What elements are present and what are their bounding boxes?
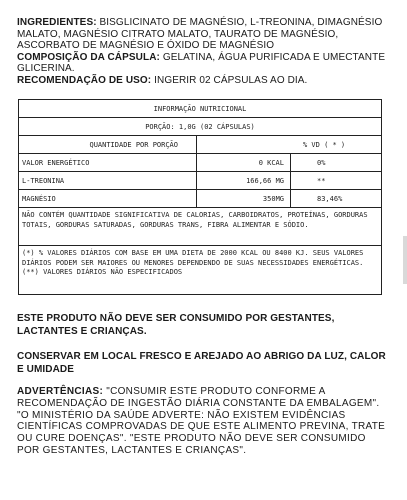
warnings-paragraph <box>17 386 389 457</box>
usage-label: RECOMENDAÇÃO DE USO: <box>17 74 152 86</box>
capsule-text: GELATINA, ÁGUA PURIFICADA E UMECTANTE GLICERINA. <box>17 51 386 75</box>
capsule-paragraph <box>17 52 389 75</box>
nutrition-serving: PORÇÃO: 1,0G (02 CÁPSULAS) <box>19 118 381 136</box>
footnote-not-specified: (**) VALORES DIÁRIOS NÃO ESPECIFICADOS <box>22 268 183 276</box>
notice-storage: CONSERVAR EM LOCAL FRESCO E AREJADO AO ABRIGO DA LUZ, CALOR E UMIDADE <box>17 351 386 376</box>
table-footnotes <box>19 246 381 294</box>
warnings-label: ADVERTÊNCIAS: <box>17 386 104 397</box>
nutrient-amount: 166,66 MG <box>197 172 291 189</box>
nutrient-name: MAGNÉSIO <box>19 190 197 207</box>
page-edge-shadow <box>403 236 407 284</box>
capsule-label: COMPOSIÇÃO DA CÁPSULA: <box>17 51 160 63</box>
non-significant-note: NÃO CONTÉM QUANTIDADE SIGNIFICATIVA DE CALORIAS, CARBOIDRATOS, PROTEÍNAS, GORDURAS TOTAIS, GORDURAS SATURADAS, GORDURAS TRANS, FIBRA ALIMENTAR E SÓDIO. <box>19 208 381 246</box>
nutrition-table <box>18 99 382 295</box>
table-row <box>19 172 381 190</box>
warnings-text: "CONSUMIR ESTE PRODUTO CONFORME A RECOMENDAÇÃO DE INGESTÃO DIÁRIA CONSTANTE DA EMBALAGEM". "O MINISTÉRIO DA SAÚDE ADVERTE: NÃO EXISTEM EVIDÊNCIAS CIENTÍFICAS COMPROVADAS DE QUE ESTE ALIMENTO PREVINA, TRATE OU CURE DOENÇAS". "ESTE PRODUTO NÃO DEVE SER CONSUMIDO POR GESTANTES, LACTANTES E CRIANÇAS". <box>17 386 386 456</box>
usage-text: INGERIR 02 CÁPSULAS AO DIA. <box>151 74 308 86</box>
nutrient-amount: 350MG <box>197 190 291 207</box>
table-row <box>19 154 381 172</box>
nutrition-header-row <box>19 136 381 154</box>
nutrient-vd: ** <box>317 176 326 185</box>
nutrient-vd: 83,46% <box>317 194 343 203</box>
nutrient-name: L-TREONINA <box>19 172 197 189</box>
nutrition-title: INFORMAÇÃO NUTRICIONAL <box>19 100 381 118</box>
footnote-daily-values: (*) % VALORES DIÁRIOS COM BASE EM UMA DIETA DE 2000 KCAL OU 8400 KJ. SEUS VALORES DIÁRIOS PODEM SER MAIORES OU MENORES DEPENDENDO DE SUAS NECESSIDADES ENERGÉTICAS. <box>22 249 364 267</box>
header-spacer <box>197 136 291 153</box>
nutrient-name: VALOR ENERGÉTICO <box>19 154 197 171</box>
nutrient-vd: 0% <box>317 158 326 167</box>
ingredients-label: INGREDIENTES: <box>17 17 97 28</box>
ingredients-text: BISGLICINATO DE MAGNÉSIO, L-TREONINA, DIMAGNÉSIO MALATO, MAGNÉSIO CITRATO MALATO, TAURATO DE MAGNÉSIO, ASCORBATO DE MAGNÉSIO E ÓXIDO DE MAGNÉSIO <box>17 17 383 52</box>
header-quantity: QUANTIDADE POR PORÇÃO <box>19 136 197 153</box>
label-header-text <box>17 17 389 87</box>
notice-children: ESTE PRODUTO NÃO DEVE SER CONSUMIDO POR GESTANTES, LACTANTES E CRIANÇAS. <box>17 313 335 338</box>
table-row <box>19 190 381 208</box>
nutrient-amount: 0 KCAL <box>197 154 291 171</box>
header-vd: % VD ( * ) <box>303 140 346 149</box>
ingredients-paragraph <box>17 17 389 52</box>
usage-paragraph <box>17 75 389 87</box>
